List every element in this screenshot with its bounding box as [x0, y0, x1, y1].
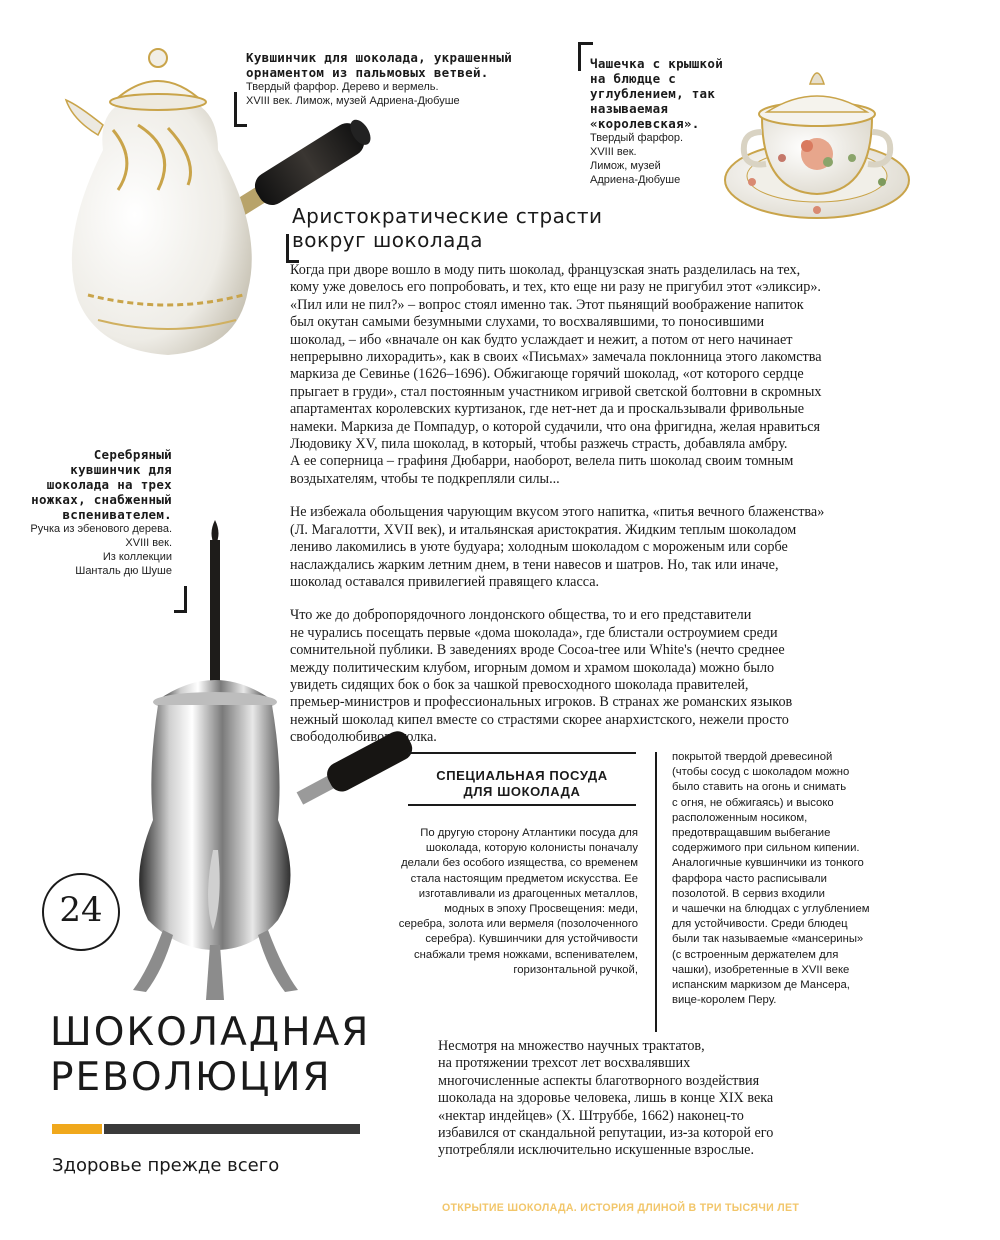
sidebar-left-column: По другую сторону Атлантики посуда для шоколада, которую колонисты поначалу делали без особого изящества, со временем стала настоящим предметом искусства. Ее изготавливали из драгоценных металлов, модных в эпоху Просвещения: меди, серебра, золота или вермеля (позолоченного серебра). Кувшинчики для устойчивости снабжали тремя ножками, вспенивателем, горизонтальной ручкой,: [398, 827, 638, 976]
sidebar-right-column: покрытой твердой древесиной (чтобы сосуд с шоколадом можно было ставить на огонь и снимать с огня, не обжигаясь) и высоко расположенным носиком, предотвращавшим выбегание содержимого при сильном кипении. Аналогичные кувшинчики из тонкого фарфора часто расписывали позолотой. В сервиз входили и чашечки на блюдцах с углублением для устойчивости. Среди блюдец были так называемые «мансерины» (с встроенным держателем для чашки), изобретенные в XVII веке испанским маркизом де Мансера, вице-королем Перу.: [672, 751, 870, 1007]
section-title-line1: ШОКОЛАДНАЯ: [50, 1010, 371, 1055]
section-title: [50, 1010, 430, 1100]
dark-bar: [104, 1124, 360, 1134]
caption-museum-name: Адриена-Дюбуше: [590, 174, 681, 186]
page-number: 24: [59, 890, 103, 930]
sidebar-divider: [655, 752, 657, 1032]
sidebar-title: [408, 768, 636, 800]
running-footer: ОТКРЫТИЕ ШОКОЛАДА. ИСТОРИЯ ДЛИНОЙ В ТРИ ТЫСЯЧИ ЛЕТ: [442, 1202, 800, 1214]
caption-title: Кувшинчик для шоколада, украшенный орнаментом из пальмовых ветвей.: [246, 50, 513, 80]
caption-origin: XVIII век. Лимож, музей Адриена-Дюбуше: [246, 95, 460, 107]
section-title-line2: РЕВОЛЮЦИЯ: [50, 1055, 332, 1100]
caption-title: Серебряный кувшинчик для шоколада на трех ножках, снабженный вспенивателем.: [31, 447, 172, 522]
caption-material: Твердый фарфор. Дерево и вермель.: [246, 81, 439, 93]
sidebar-top-rule: [408, 752, 636, 754]
caption-material: Ручка из эбенового дерева. XVIII век.: [30, 523, 172, 549]
article-paragraph-3: Что же до добропорядочного лондонского общества, то и его представители не чурались посещать первые «дома шоколада», где блистали остроумием среди сомнительной публики. В заведениях вроде Cocoa-tree или White's (нечто среднее между политическим клубом, игорным домом и храмом шоколада) можно было увидеть сидящих бок о бок за чашкой превосходного шоколада правителей, премьер-министров и профессиональных игроков. В странах же романских языков нежный шоколад кипел вместе со страстями скорее анархистского, нежели просто свободолюбивого толка.: [290, 607, 793, 746]
section-text: Несмотря на множество научных трактатов, на протяжении трехсот лет восхвалявших многочисленные аспекты благотворного воздействия шоколада на здоровье человека, лишь в конце XIX века «нектар индейцев» (Х. Штруббе, 1662) наконец-то избавился от скандальной репутации, из-за которой его употребляли исключительно искушенные взрослые.: [438, 1038, 774, 1159]
caption-title: Чашечка с крышкой на блюдце с углублением, так называемая «королевская».: [590, 56, 724, 131]
article-paragraph-1: Когда при дворе вошло в моду пить шоколад, французская знать разделилась на тех, кому уже довелось его попробовать, и тех, кто еще ни разу не пригубил этот «эликсир». «Пил или не пил?» – вопрос стоял именно так. Этот пьянящий воображение напиток был окутан самыми безумными слухами, то восхвалявшими, то поносившими шоколад, – ибо «вначале он как будто услаждает и нежит, а потом от него начинает непрерывно лихорадить», как в своих «Письмах» замечала поклонница этого лакомства маркиза де Севинье (1626–1696). Обжигающе горячий шоколад, «от которого сердце прыгает в груди», стал постоянным участником игривой светской болтовни в скромных апартаментах королевских куртизанок, где нет-нет да и проскальзывали фривольные намеки. Маркиза де Помпадур, о которой судачили, что она фригидна, желая нравиться Людовику XV, пила шоколад, в который, чтобы разжечь страсть, добавляла амбру. А ее соперница – графиня Дюбарри, наоборот, велела пить шоколад своим томным воздыхателям, чтобы те подкрепляли силы...: [290, 262, 822, 487]
porcelain-pot-caption: [246, 50, 566, 108]
caption-collection-name: Шанталь дю Шуше: [75, 565, 172, 577]
caption-collection: Из коллекции: [102, 551, 172, 563]
article-heading-line1: Аристократические страсти: [292, 204, 603, 228]
accent-bar: [52, 1124, 102, 1134]
royal-cup-image: [722, 62, 912, 222]
article-heading-line2: вокруг шоколада: [292, 228, 483, 252]
caption-material: Твердый фарфор.: [590, 132, 684, 144]
royal-cup-caption: [590, 56, 730, 187]
section-subtitle: Здоровье прежде всего: [52, 1155, 280, 1176]
article-heading: [292, 204, 692, 252]
article-paragraph-2: Не избежала обольщения чарующим вкусом этого напитка, «питья вечного блаженства» (Л. Магалотти, XVII век), и итальянская аристократия. Жидким теплым шоколадом лениво лакомились в уюте будуара; холодным шоколадом с мороженым или сорбе наслаждались жарким летним днем, в тени навесов и шатров. Но, так или иначе, шоколад оставался привилегией правящего класса.: [290, 504, 825, 590]
heading-bracket: [286, 234, 299, 263]
sidebar-title-line2: ДЛЯ ШОКОЛАДА: [463, 784, 581, 799]
sidebar-title-rule: [408, 804, 636, 806]
caption-museum: Лимож, музей: [590, 160, 661, 172]
caption-century: XVIII век.: [590, 146, 637, 158]
sidebar-title-line1: СПЕЦИАЛЬНАЯ ПОСУДА: [436, 768, 608, 783]
